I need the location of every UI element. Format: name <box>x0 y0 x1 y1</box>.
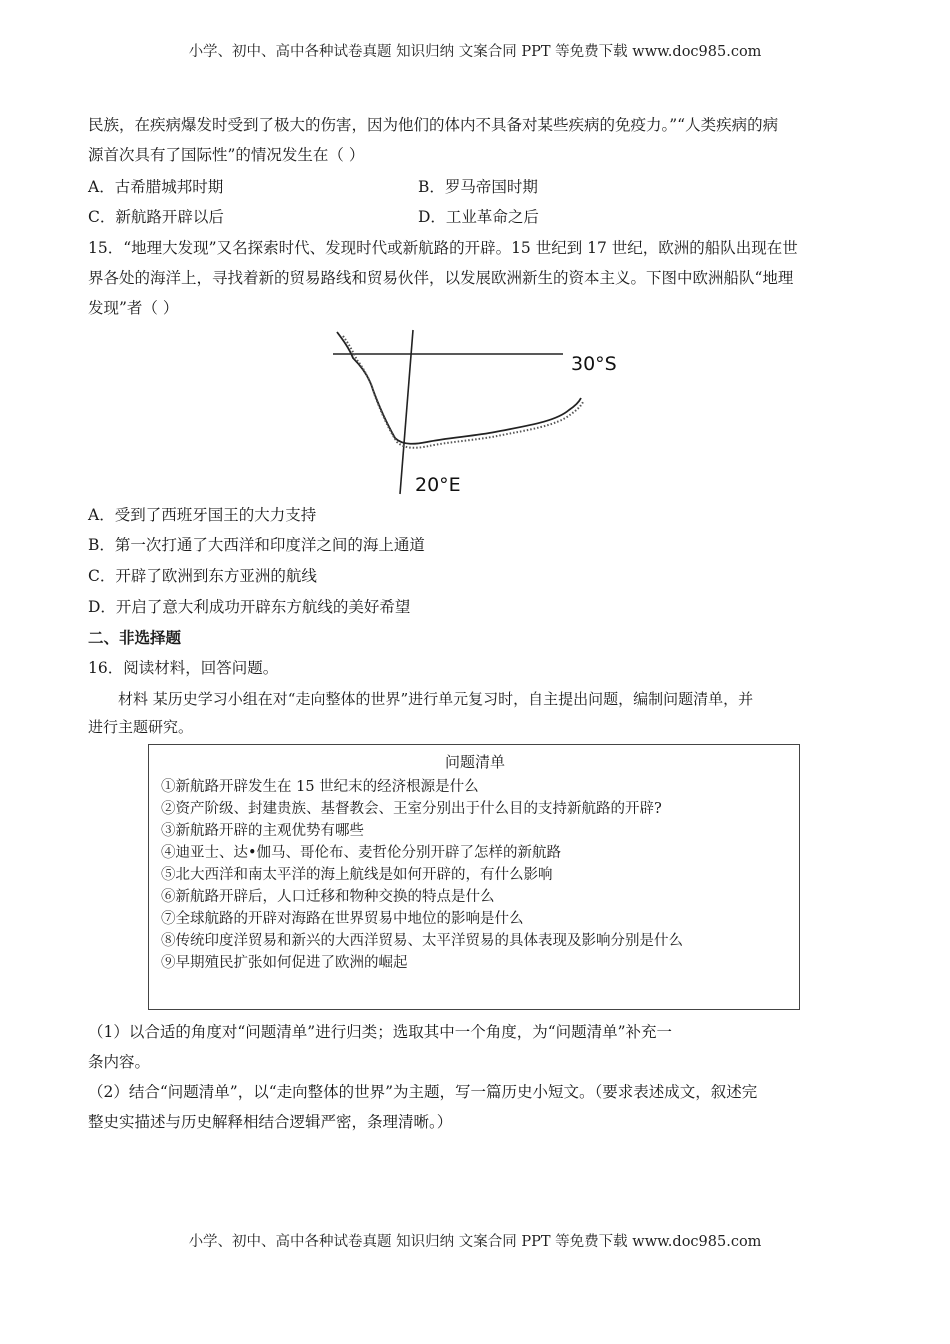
q14-option-c: C．新航路开辟以后 <box>88 208 224 226</box>
q16-material-line1: 材料 某历史学习小组在对“走向整体的世界”进行单元复习时，自主提出问题，编制问题清单，并 <box>118 690 754 708</box>
q14-text-line1: 民族，在疾病爆发时受到了极大的伤害，因为他们的体内不具备对某些疾病的免疫力。”“人类疾病的病 <box>88 116 779 134</box>
q14-option-b: B．罗马帝国时期 <box>418 178 538 196</box>
longitude-label: 20°E <box>415 474 461 496</box>
list-item: ④迪亚士、达•伽马、哥伦布、麦哲伦分别开辟了怎样的新航路 <box>161 845 562 861</box>
list-item: ③新航路开辟的主观优势有哪些 <box>161 823 364 839</box>
q14-option-a: A．古希腊城邦时期 <box>88 178 224 196</box>
q15-text-line1: 15．“地理大发现”又名探索时代、发现时代或新航路的开辟。15 世纪到 17 世纪，欧洲的船队出现在世 <box>88 239 798 257</box>
list-item: ⑥新航路开辟后，人口迁移和物种交换的特点是什么 <box>161 889 495 905</box>
q14-option-d: D．工业革命之后 <box>418 208 539 226</box>
question-list-box <box>148 744 800 1010</box>
latitude-label: 30°S <box>571 353 617 375</box>
page-footer: 小学、初中、高中各种试卷真题 知识归纳 文案合同 PPT 等免费下载 www.doc985.com <box>188 1234 762 1250</box>
list-item: ⑤北大西洋和南太平洋的海上航线是如何开辟的，有什么影响 <box>161 867 553 883</box>
list-item: ⑦全球航路的开辟对海路在世界贸易中地位的影响是什么 <box>161 911 524 927</box>
page-header: 小学、初中、高中各种试卷真题 知识归纳 文案合同 PPT 等免费下载 www.doc985.com <box>188 44 762 60</box>
list-item: ①新航路开辟发生在 15 世纪末的经济根源是什么 <box>161 779 479 795</box>
q16-sub2-line2: 整史实描述与历史解释相结合逻辑严密，条理清晰。） <box>88 1113 453 1131</box>
q16-material-line2: 进行主题研究。 <box>88 718 194 736</box>
q15-option-b: B．第一次打通了大西洋和印度洋之间的海上通道 <box>88 536 425 554</box>
question-list-title: 问题清单 <box>444 753 505 771</box>
q15-text-line2: 界各处的海洋上，寻找着新的贸易路线和贸易伙伴，以发展欧洲新生的资本主义。下图中欧洲船队“地理 <box>88 269 794 287</box>
q16-sub1-line2: 条内容。 <box>88 1053 151 1071</box>
q15-option-c: C．开辟了欧洲到东方亚洲的航线 <box>88 567 317 585</box>
list-item: ②资产阶级、封建贵族、基督教会、王室分别出于什么目的支持新航路的开辟? <box>161 801 662 817</box>
list-item: ⑧传统印度洋贸易和新兴的大西洋贸易、太平洋贸易的具体表现及影响分别是什么 <box>161 933 683 949</box>
q15-option-a: A．受到了西班牙国王的大力支持 <box>88 506 317 524</box>
voyage-route <box>343 336 583 448</box>
q16-sub2-line1: （2）结合“问题清单”，以“走向整体的世界”为主题，写一篇历史小短文。（要求表述成文，叙述完 <box>88 1083 758 1101</box>
southern-africa-route-map <box>325 326 625 498</box>
q15-option-d: D．开启了意大利成功开辟东方航线的美好希望 <box>88 598 411 616</box>
list-item: ⑨早期殖民扩张如何促进了欧洲的崛起 <box>161 955 408 971</box>
q16-intro: 16．阅读材料，回答问题。 <box>88 659 279 677</box>
q16-sub1-line1: （1）以合适的角度对“问题清单”进行归类；选取其中一个角度，为“问题清单”补充一 <box>88 1023 673 1041</box>
q14-text-line2: 源首次具有了国际性”的情况发生在（ ） <box>88 146 365 164</box>
section-title: 二、非选择题 <box>88 629 182 647</box>
q15-text-line3: 发现”者（ ） <box>88 299 179 317</box>
